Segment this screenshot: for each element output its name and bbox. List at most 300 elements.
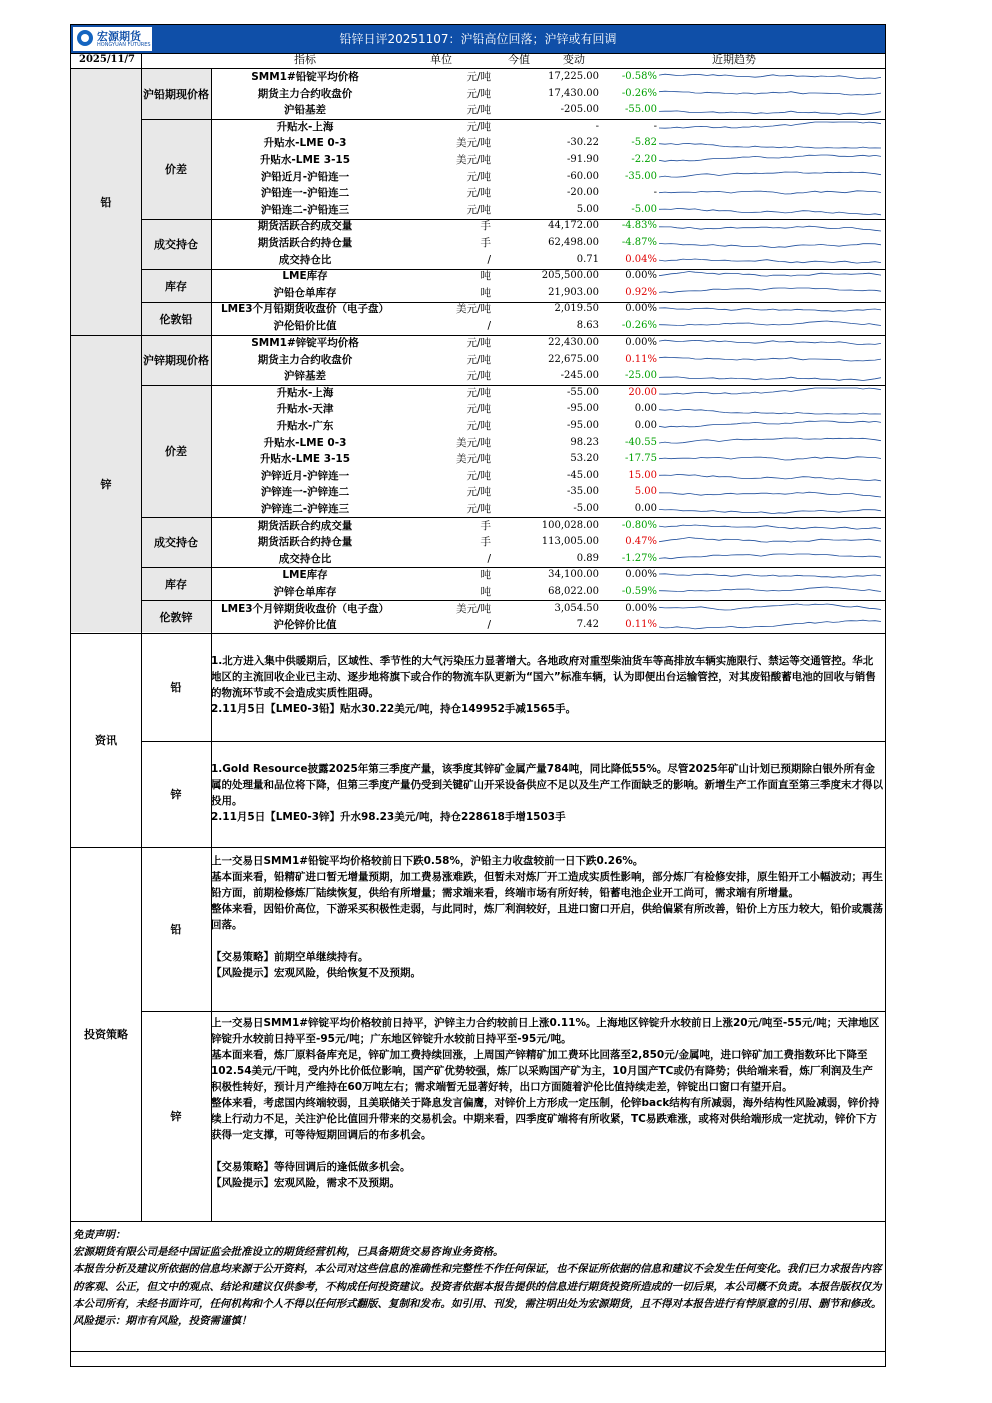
change-value: -5.82 <box>631 137 657 149</box>
unit: 美元/吨 <box>455 137 491 150</box>
col-indicator: 指标 <box>294 53 316 66</box>
current-value: 2,019.50 <box>554 303 599 315</box>
grid-line <box>71 847 885 848</box>
trend-line <box>659 538 881 543</box>
indicator-name: LME3个月锌期货收盘价（电子盘） <box>220 602 390 615</box>
grid-line <box>141 1011 885 1012</box>
strategy-zinc <box>211 1015 883 1191</box>
indicator-name: SMM1#铅锭平均价格 <box>251 71 359 83</box>
current-value: 17,430.00 <box>548 87 599 99</box>
trend-sparkline <box>659 337 881 349</box>
unit: / <box>487 320 491 332</box>
indicator-name: LME库存 <box>282 569 328 582</box>
change-value: -55.00 <box>624 104 657 116</box>
indicator-name: 成交持仓比 <box>278 253 332 266</box>
strategy-zinc-line: 整体来看，考虑国内终端较弱，且美联储关于降息发言偏鹰，对锌价上方形成一定压制，伦锌back结构有所减弱，海外结构性风险减弱，锌价持续上行动力不足，关注沪伦比值回升带来的交易机会。中期来看，四季度矿端将有所收紧，TC易跌难涨，或将对供给端形成一定扰动，锌价下方获得一定支撑，可等待短期回调后的布多机会。 <box>211 1097 880 1141</box>
lead-row <box>211 69 885 86</box>
indicator-name: 沪锌仓单库存 <box>273 586 337 598</box>
unit: 手 <box>480 237 491 249</box>
lead-row <box>211 119 885 136</box>
unit: 吨 <box>480 569 491 582</box>
category-lead: 铅 <box>100 196 112 209</box>
current-value: -20.00 <box>566 187 599 199</box>
change-value: 0.11% <box>625 619 657 631</box>
change-value: 0.00% <box>625 569 657 581</box>
strategy-lead-line: 【风险提示】宏观风险，供给恢复不及预期。 <box>211 967 421 979</box>
trend-line <box>659 525 881 529</box>
grid-line <box>141 219 885 220</box>
change-value: 20.00 <box>628 386 657 398</box>
trend-sparkline <box>659 387 881 399</box>
trend-line <box>659 340 881 344</box>
indicator-name: 期货主力合约收盘价 <box>257 87 353 100</box>
indicator-name: 期货活跃合约成交量 <box>257 220 353 233</box>
change-value: 0.00 <box>634 503 657 514</box>
zinc-row <box>211 567 885 584</box>
report-date: 2025/11/7 <box>79 54 136 65</box>
zinc-row <box>211 401 885 418</box>
lead-row <box>211 152 885 169</box>
unit: 美元/吨 <box>455 453 491 466</box>
trend-line <box>659 457 881 460</box>
unit: 元/吨 <box>466 503 491 515</box>
indicator-name: 沪铅仓单库存 <box>273 286 337 299</box>
lead-row <box>211 252 885 269</box>
trend-line <box>659 308 881 312</box>
indicator-name: 沪伦锌价比值 <box>273 619 337 632</box>
category-zinc: 锌 <box>100 478 112 491</box>
lead-row <box>211 185 885 202</box>
change-value: 0.00% <box>625 270 657 282</box>
current-value: 44,172.00 <box>548 220 599 232</box>
change-value: 0.00% <box>625 602 657 614</box>
category-info: 资讯 <box>95 734 117 747</box>
group-zinc-price: 沪锌期现价格 <box>143 354 209 367</box>
group-zinc-spread: 价差 <box>165 445 187 458</box>
group-strategy-lead: 铅 <box>170 923 182 936</box>
trend-line <box>659 155 881 161</box>
trend-sparkline <box>659 619 881 631</box>
strategy-lead-line <box>211 933 883 949</box>
grid-line <box>141 53 142 1221</box>
grid-line <box>71 53 885 54</box>
zinc-row <box>211 435 885 452</box>
indicator-name: 升贴水-上海 <box>276 386 334 399</box>
change-value: -0.58% <box>621 71 657 82</box>
current-value: 8.63 <box>576 320 599 331</box>
trend-sparkline <box>659 303 881 315</box>
grid-line <box>141 302 885 303</box>
change-value: - <box>653 187 657 199</box>
trend-sparkline <box>659 569 881 581</box>
col-unit: 单位 <box>430 53 452 66</box>
zinc-row <box>211 385 885 402</box>
trend-sparkline <box>659 187 881 199</box>
unit: 元/吨 <box>466 469 491 482</box>
indicator-name: 升贴水-LME 3-15 <box>259 453 351 466</box>
indicator-name: 期货活跃合约成交量 <box>257 519 353 532</box>
change-value: 0.00 <box>634 403 657 415</box>
zinc-row <box>211 451 885 468</box>
lead-row <box>211 268 885 285</box>
unit: 元/吨 <box>466 337 491 349</box>
unit: / <box>487 619 491 632</box>
trend-line <box>659 208 881 214</box>
group-lead-spread: 价差 <box>165 163 187 176</box>
unit: 元/吨 <box>466 370 491 383</box>
zinc-row <box>211 584 885 601</box>
strategy-lead-line: 基本面来看，铅精矿进口暂无增量预期，加工费易涨难跌，但暂未对炼厂开工造成实质性影响，部分炼厂有检修安排，原生铅开工小幅波动；再生铅方面，前期检修炼厂陆续恢复，供给有所增量；需求端来看，终端市场有所好转，铅蓄电池企业开工尚可，需求端有所增量。 <box>211 871 883 899</box>
zinc-row <box>211 335 885 352</box>
grid-line <box>141 567 885 568</box>
current-value: -5.00 <box>573 503 599 514</box>
current-value: -91.90 <box>566 154 599 165</box>
group-zinc-london: 伦敦锌 <box>159 610 193 624</box>
zinc-row <box>211 534 885 551</box>
trend-sparkline <box>659 420 881 432</box>
lead-row <box>211 86 885 103</box>
trend-line <box>659 321 881 326</box>
grid-line <box>141 385 885 386</box>
col-trend: 近期趋势 <box>712 53 756 66</box>
group-lead-inventory: 库存 <box>165 279 187 293</box>
trend-sparkline <box>659 204 881 216</box>
trend-sparkline <box>659 237 881 249</box>
change-value: 0.11% <box>625 353 657 365</box>
change-value: -0.26% <box>621 87 657 99</box>
trend-sparkline <box>659 536 881 548</box>
current-value: 0.89 <box>576 552 599 564</box>
change-value: -4.87% <box>621 237 657 248</box>
current-value: 5.00 <box>576 203 599 215</box>
lead-row <box>211 202 885 219</box>
indicator-name: 沪伦铅价比值 <box>273 320 337 332</box>
news-lead-item: 2.11月5日【LME0-3铅】贴水30.22美元/吨，持仓149952手减1565手。 <box>211 703 577 715</box>
trend-line <box>659 272 881 277</box>
change-value: 0.47% <box>625 536 657 548</box>
trend-line <box>659 144 881 149</box>
unit: 元/吨 <box>466 104 491 117</box>
strategy-zinc-line: 【交易策略】等待回调后的逢低做多机会。 <box>211 1161 411 1173</box>
trend-sparkline <box>659 71 881 83</box>
grid-line <box>71 335 885 336</box>
grid-line <box>71 1351 885 1352</box>
trend-line <box>659 377 881 381</box>
trend-line <box>659 172 881 177</box>
news-lead-item: 1.北方进入集中供暖期后，区域性、季节性的大气污染压力显著增大。各地政府对重型柴油货车等高排放车辆实施限行、禁运等交通管控。华北地区的主流回收企业已主动、逐步地将旗下或合作的物流车队更新为“国六”标准车辆，认为即便出台运输管控，对其废铅酸蓄电池的回收与销售的物流环节或不会造成实质性阻碍。 <box>211 655 876 699</box>
indicator-name: 沪铅基差 <box>284 104 326 117</box>
trend-sparkline <box>659 586 881 598</box>
current-value: 34,100.00 <box>548 569 599 581</box>
zinc-row <box>211 418 885 435</box>
grid-line <box>141 741 885 742</box>
zinc-row <box>211 484 885 501</box>
unit: 元/吨 <box>466 486 491 499</box>
trend-line <box>659 259 881 263</box>
unit: 美元/吨 <box>455 602 491 615</box>
trend-sparkline <box>659 354 881 366</box>
current-value: -95.00 <box>566 403 599 415</box>
indicator-name: SMM1#锌锭平均价格 <box>251 337 359 349</box>
current-value: -60.00 <box>566 170 599 182</box>
trend-line <box>659 620 881 629</box>
indicator-name: 成交持仓比 <box>278 552 332 565</box>
trend-line <box>659 288 881 293</box>
group-lead-london: 伦敦铅 <box>159 312 193 326</box>
current-value: 22,430.00 <box>548 337 599 348</box>
unit: / <box>487 253 491 266</box>
indicator-name: 期货活跃合约持仓量 <box>257 536 353 549</box>
trend-sparkline <box>659 520 881 532</box>
lead-row <box>211 169 885 186</box>
trend-sparkline <box>659 470 881 482</box>
current-value: 21,903.00 <box>548 286 599 298</box>
grid-line <box>141 269 885 270</box>
news-lead <box>211 653 883 717</box>
current-value: -55.00 <box>566 386 599 398</box>
lead-row <box>211 102 885 119</box>
trend-sparkline <box>659 453 881 465</box>
change-value: -5.00 <box>631 203 657 215</box>
change-value: 0.92% <box>625 286 657 298</box>
trend-line <box>659 421 881 427</box>
trend-sparkline <box>659 137 881 149</box>
trend-line <box>659 227 881 232</box>
indicator-name: 升贴水-天津 <box>276 403 334 416</box>
current-value: 205,500.00 <box>541 270 599 282</box>
change-value: -1.27% <box>621 552 657 564</box>
grid-line <box>141 600 885 601</box>
change-value: -35.00 <box>624 170 657 182</box>
current-value: -45.00 <box>566 469 599 481</box>
change-value: -0.80% <box>621 519 657 531</box>
unit: 元/吨 <box>466 187 491 200</box>
unit: 元/吨 <box>466 420 491 432</box>
unit: 元/吨 <box>466 353 491 366</box>
change-value: -0.26% <box>621 320 657 331</box>
grid-line <box>141 119 885 120</box>
grid-line <box>211 68 212 1221</box>
trend-line <box>659 122 881 128</box>
trend-sparkline <box>659 437 881 449</box>
grid-line <box>71 1221 885 1222</box>
trend-sparkline <box>659 503 881 515</box>
trend-line <box>659 388 881 394</box>
trend-line <box>659 574 881 578</box>
indicator-name: 沪锌连二-沪锌连三 <box>260 503 350 515</box>
trend-line <box>659 357 881 361</box>
indicator-name: 期货活跃合约持仓量 <box>257 237 353 249</box>
trend-sparkline <box>659 320 881 332</box>
group-zinc-inventory: 库存 <box>165 577 187 591</box>
trend-line <box>659 474 881 480</box>
logo-cn: 宏源期货 <box>97 30 141 43</box>
trend-line <box>659 243 881 247</box>
zinc-row <box>211 468 885 485</box>
unit: 吨 <box>480 586 491 598</box>
unit: 美元/吨 <box>455 303 491 316</box>
strategy-lead <box>211 853 883 981</box>
unit: 元/吨 <box>466 403 491 416</box>
news-zinc <box>211 761 883 825</box>
indicator-name: LME库存 <box>282 270 328 283</box>
change-value: -4.83% <box>621 220 657 232</box>
trend-sparkline <box>659 287 881 299</box>
trend-sparkline <box>659 603 881 615</box>
trend-sparkline <box>659 121 881 133</box>
group-info-zinc: 锌 <box>170 788 182 801</box>
zinc-row <box>211 352 885 369</box>
trend-line <box>659 604 881 610</box>
trend-sparkline <box>659 154 881 166</box>
unit: 手 <box>480 220 491 233</box>
current-value: 7.42 <box>576 619 599 631</box>
zinc-row <box>211 518 885 535</box>
current-value: 53.20 <box>570 453 599 465</box>
current-value: -95.00 <box>566 420 599 431</box>
zinc-row <box>211 601 885 618</box>
indicator-name: 升贴水-LME 0-3 <box>263 137 347 150</box>
trend-sparkline <box>659 254 881 266</box>
current-value: -35.00 <box>566 486 599 498</box>
trend-sparkline <box>659 553 881 565</box>
trend-line <box>659 74 881 78</box>
unit: 吨 <box>480 270 491 283</box>
indicator-name: 升贴水-LME 0-3 <box>263 436 347 449</box>
strategy-zinc-line: 上一交易日SMM1#锌锭平均价格较前日持平，沪锌主力合约较前日上涨0.11%。上海地区锌锭升水较前日上涨20元/吨至-55元/吨；天津地区锌锭升水较前日持平至-95元/吨；广东地区锌锭升水较前日持平至-95元/吨。 <box>211 1017 880 1045</box>
disclaimer-title: 免责声明： <box>73 1229 126 1241</box>
lead-row <box>211 301 885 318</box>
indicator-name: 沪锌近月-沪锌连一 <box>260 469 350 482</box>
current-value: 3,054.50 <box>554 602 599 614</box>
trend-line <box>659 91 881 95</box>
grid-line <box>71 633 885 634</box>
unit: 元/吨 <box>466 386 491 399</box>
zinc-row <box>211 368 885 385</box>
change-value: 0.04% <box>625 253 657 265</box>
strategy-lead-line: 整体来看，因铅价高位，下游采买积极性走弱，与此同时，炼厂利润较好，且进口窗口开启，供给偏紧有所改善，铅价上方压力较大，铅价或震荡回落。 <box>211 903 883 931</box>
change-value: 0.00% <box>625 303 657 315</box>
current-value: 98.23 <box>570 436 599 448</box>
col-change: 变动 <box>563 53 585 66</box>
trend-line <box>659 191 881 194</box>
indicator-name: 沪铅连二-沪铅连三 <box>260 203 350 216</box>
indicator-name: 升贴水-广东 <box>276 420 334 432</box>
trend-sparkline <box>659 104 881 116</box>
unit: 手 <box>480 519 491 532</box>
strategy-lead-line: 【交易策略】前期空单继续持有。 <box>211 951 369 963</box>
trend-sparkline <box>659 270 881 282</box>
current-value: -205.00 <box>560 104 599 116</box>
zinc-row <box>211 501 885 518</box>
unit: 美元/吨 <box>455 154 491 166</box>
indicator-name: 沪锌基差 <box>284 370 326 383</box>
lead-row <box>211 285 885 302</box>
current-value: 62,498.00 <box>548 237 599 248</box>
col-value: 今值 <box>508 53 530 66</box>
indicator-name: LME3个月铅期货收盘价（电子盘） <box>220 303 390 316</box>
grid-line <box>71 68 885 69</box>
current-value: 22,675.00 <box>548 353 599 365</box>
change-value: -40.55 <box>624 436 657 448</box>
group-zinc-volume: 成交持仓 <box>154 536 198 549</box>
zinc-row <box>211 617 885 634</box>
logo-en: HONGYUAN FUTURES <box>97 42 151 48</box>
change-value: -0.59% <box>621 586 657 597</box>
unit: 元/吨 <box>466 170 491 183</box>
trend-line <box>659 554 881 559</box>
trend-sparkline <box>659 171 881 183</box>
change-value: 5.00 <box>634 486 657 498</box>
unit: 元/吨 <box>466 120 491 133</box>
disclaimer-line: 本报告分析及建议所依据的信息均来源于公开资料，本公司对这些信息的准确性和完整性不作任何保证，也不保证所依据的信息和建议不会发生任何变化。我们已力求报告内容的客观、公正，但文中的观点、结论和建议仅供参考，不构成任何投资建议。投资者依据本报告提供的信息进行期货投资所造成的一切后果，本公司概不负责。本报告版权仅为本公司所有，未经书面许可，任何机构和个人不得以任何形式翻版、复制和发布。如引用、刊发，需注明出处为宏源期货，且不得对本报告进行有悖原意的引用、删节和修改。 <box>73 1263 882 1310</box>
lead-row <box>211 318 885 335</box>
current-value: 113,005.00 <box>541 536 599 548</box>
unit: 美元/吨 <box>455 436 491 449</box>
disclaimer-line: 宏源期货有限公司是经中国证监会批准设立的期货经营机构，已具备期货交易咨询业务资格。 <box>73 1246 504 1259</box>
trend-line <box>659 493 881 498</box>
zinc-row <box>211 551 885 568</box>
change-value: 0.00 <box>634 420 657 431</box>
indicator-name: 期货主力合约收盘价 <box>257 353 353 366</box>
indicator-name: 沪锌连一-沪锌连二 <box>260 486 350 499</box>
trend-line <box>659 509 881 513</box>
change-value: - <box>653 120 657 132</box>
trend-sparkline <box>659 370 881 382</box>
news-zinc-item: 1.Gold Resource披露2025年第三季度产量，该季度其锌矿金属产量784吨，同比降低55%。尽管2025年矿山计划已预期除白银外所有金属的处理量和品位将下降，但第三季度产量仍受到关键矿山开采设备供应不足以及生产工作面缺乏的影响。新增生产工作面直至第三季度末才得以投用。 <box>211 763 883 807</box>
disclaimer <box>73 1227 883 1330</box>
unit: 手 <box>480 536 491 549</box>
category-strategy: 投资策略 <box>84 1028 128 1041</box>
current-value: -30.22 <box>566 137 599 149</box>
trend-line <box>659 587 881 592</box>
current-value: 68,022.00 <box>548 586 599 597</box>
trend-line <box>659 111 881 115</box>
change-value: 15.00 <box>628 469 657 481</box>
strategy-zinc-line: 基本面来看，炼厂原料备库充足，锌矿加工费持续回涨，上周国产锌精矿加工费环比回落至2,850元/金属吨，进口锌矿加工费指数环比下降至102.54美元/干吨，受内外比价低位影响，国产矿优势较强，炼厂以采购国产矿为主，10月国产TC或仍有降势；供给端来看，炼厂利润及生产积极性转好，预计月产维持在60万吨左右；需求端暂无显著好转，出口方面随着沪伦比值持续走差，锌锭出口窗口有望开启。 <box>211 1049 873 1093</box>
current-value: 0.71 <box>576 253 599 265</box>
indicator-name: 升贴水-LME 3-15 <box>259 154 351 166</box>
current-value: - <box>595 120 599 132</box>
lead-row <box>211 235 885 252</box>
trend-sparkline <box>659 486 881 498</box>
change-value: -2.20 <box>631 154 657 165</box>
strategy-zinc-line <box>211 1143 883 1159</box>
indicator-name: 沪铅近月-沪铅连一 <box>260 170 350 183</box>
group-lead-volume: 成交持仓 <box>154 238 198 251</box>
group-lead-price: 沪铅期现价格 <box>143 88 209 101</box>
trend-sparkline <box>659 88 881 100</box>
change-value: -25.00 <box>624 370 657 382</box>
strategy-lead-line: 上一交易日SMM1#铅锭平均价格较前日下跌0.58%，沪铅主力收盘较前一日下跌0.26%。 <box>211 855 644 867</box>
current-value: -245.00 <box>560 370 599 382</box>
unit: 元/吨 <box>466 87 491 100</box>
grid-line <box>141 517 885 518</box>
lead-row <box>211 218 885 235</box>
report-page <box>70 24 886 1367</box>
current-value: 100,028.00 <box>541 519 599 531</box>
change-value: -17.75 <box>624 453 657 465</box>
lead-row <box>211 135 885 152</box>
group-strategy-zinc: 锌 <box>170 1110 182 1123</box>
indicator-name: 沪铅连一-沪铅连二 <box>260 187 350 200</box>
strategy-zinc-line: 【风险提示】宏观风险，需求不及预期。 <box>211 1177 400 1189</box>
group-info-lead: 铅 <box>170 681 182 694</box>
report-header <box>71 25 885 53</box>
unit: 吨 <box>480 286 491 299</box>
change-value: 0.00% <box>625 337 657 348</box>
unit: / <box>487 552 491 565</box>
